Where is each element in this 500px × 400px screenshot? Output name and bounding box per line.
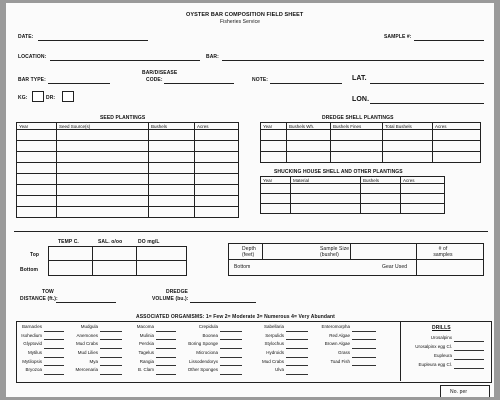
table-cell[interactable] <box>291 184 361 194</box>
organism-label: Lissodendoryx <box>188 358 218 364</box>
organisms-col-4 <box>178 323 218 375</box>
water-quality-table <box>48 246 187 276</box>
table-cell[interactable] <box>57 196 149 207</box>
organism-label: Brown Algae <box>324 341 350 347</box>
dredge-col-total: Total Bushels <box>383 123 433 130</box>
organism-label: Mercenaria <box>75 367 98 373</box>
page-number-label: No. per <box>450 389 468 395</box>
organism-label: Tagelus <box>138 350 154 356</box>
organism-label: Isohedium <box>21 332 42 338</box>
table-cell[interactable] <box>195 207 239 218</box>
do-label: DO mg/L <box>138 239 160 245</box>
drill-label: Eupleura egg Cl. <box>418 362 452 367</box>
kg-checkbox[interactable] <box>32 91 44 102</box>
organisms-col-1-blanks[interactable] <box>44 323 64 375</box>
field-sheet <box>6 3 494 397</box>
organism-label: Stylochus <box>264 341 284 347</box>
table-cell[interactable] <box>287 130 331 141</box>
seed-plantings-table <box>16 122 239 218</box>
drills-list <box>404 333 452 369</box>
seed-col-acres: Acres <box>195 123 239 130</box>
table-cell[interactable] <box>17 196 57 207</box>
organism-label: Hydroids <box>266 350 284 356</box>
lon-label: LON. <box>352 96 370 103</box>
depth-bottom-label: Bottom <box>234 264 251 270</box>
organisms-col-5 <box>250 323 284 375</box>
lon-field[interactable] <box>370 103 484 104</box>
table-cell[interactable] <box>57 174 149 185</box>
organisms-col-3-blanks[interactable] <box>156 323 176 375</box>
drill-label: Urosalpinx egg Cl. <box>415 344 452 349</box>
organism-label: Sabellaria <box>263 324 284 329</box>
table-cell[interactable] <box>57 163 149 174</box>
shuck-col-acres: Acres <box>401 177 445 184</box>
shucking-table <box>260 176 445 214</box>
table-cell[interactable] <box>195 130 239 141</box>
lat-field[interactable] <box>370 83 484 84</box>
table-cell[interactable] <box>93 247 137 261</box>
note-field[interactable] <box>270 83 342 84</box>
date-field[interactable] <box>38 40 148 41</box>
table-cell[interactable] <box>291 194 361 204</box>
shucking-title: SHUCKING HOUSE SHELL AND OTHER PLANTINGS <box>274 169 403 175</box>
organism-label: Toad Fish <box>330 358 350 364</box>
section-divider <box>14 231 488 232</box>
seed-col-year: Year <box>17 123 57 130</box>
table-cell[interactable] <box>195 152 239 163</box>
dredge-col-acres: Acres <box>433 123 481 130</box>
table-cell[interactable] <box>331 152 383 163</box>
sheet-title: OYSTER BAR COMPOSITION FIELD SHEET <box>186 12 304 18</box>
organism-label: Perckia <box>138 341 154 347</box>
top-label: Top <box>30 252 40 258</box>
table-cell[interactable] <box>149 174 195 185</box>
organism-label: Other Sponges <box>187 367 218 373</box>
dr-label: DR: <box>46 95 56 101</box>
table-cell[interactable] <box>149 152 195 163</box>
organisms-col-2 <box>68 323 98 375</box>
kg-label: KG: <box>18 95 28 101</box>
organism-label: Serpulids <box>265 332 284 338</box>
table-cell[interactable] <box>331 130 383 141</box>
bar-type-label: BAR TYPE: <box>18 77 46 83</box>
depth-divider <box>416 243 417 275</box>
seed-col-bushels: Bushels <box>149 123 195 130</box>
organism-label: Grass <box>337 350 350 356</box>
organism-label: Mytilus <box>27 350 42 356</box>
table-cell[interactable] <box>195 163 239 174</box>
organisms-col-2-blanks[interactable] <box>100 323 122 375</box>
table-cell[interactable] <box>331 141 383 152</box>
dredge-volume-field[interactable] <box>190 302 256 303</box>
table-cell[interactable] <box>433 141 481 152</box>
sample-field[interactable] <box>414 40 484 41</box>
lat-label: LAT. <box>352 75 367 82</box>
table-cell[interactable] <box>401 204 445 214</box>
gear-used-label: Gear Used <box>382 264 408 270</box>
organism-label: Red Algae <box>329 332 350 338</box>
table-cell[interactable] <box>149 163 195 174</box>
table-cell[interactable] <box>401 194 445 204</box>
table-cell[interactable] <box>195 174 239 185</box>
dredge-col-bushels-wh: Bushels Wh. <box>287 123 331 130</box>
sample-label: SAMPLE #: <box>384 34 412 40</box>
organism-label: Barnacles <box>21 324 42 329</box>
table-cell[interactable] <box>149 185 195 196</box>
table-cell[interactable] <box>137 261 187 276</box>
organism-label: Mulinia <box>139 332 154 338</box>
organisms-col-3 <box>124 323 154 375</box>
table-cell[interactable] <box>195 196 239 207</box>
tow-distance-label: DISTANCE (ft.): <box>20 296 58 302</box>
organisms-col-6 <box>312 323 350 366</box>
table-cell[interactable] <box>195 185 239 196</box>
shuck-col-year: Year <box>261 177 291 184</box>
shuck-col-material: Material <box>291 177 361 184</box>
table-cell[interactable] <box>261 152 287 163</box>
table-cell[interactable] <box>17 130 57 141</box>
organism-label: Mud Crabs <box>261 358 284 364</box>
depth-label: Depth (feet) <box>242 246 256 258</box>
table-cell[interactable] <box>57 185 149 196</box>
table-cell[interactable] <box>149 207 195 218</box>
location-label: LOCATION: <box>18 54 47 60</box>
note-label: NOTE: <box>252 77 269 83</box>
organism-label: Boring Sponge <box>188 341 218 347</box>
table-cell[interactable] <box>17 163 57 174</box>
table-cell[interactable] <box>361 204 401 214</box>
table-cell[interactable] <box>195 141 239 152</box>
bar-type-field[interactable] <box>48 83 110 84</box>
seed-plantings-title: SEED PLANTINGS <box>100 115 146 121</box>
sheet-subtitle: Fisheries Service <box>220 19 261 25</box>
table-cell[interactable] <box>383 152 433 163</box>
code-field[interactable] <box>164 83 234 84</box>
drills-title: DRILLS <box>432 325 451 331</box>
organism-label: Mytilopsis <box>22 358 42 364</box>
date-label: DATE: <box>18 34 34 40</box>
table-cell[interactable] <box>49 247 93 261</box>
table-cell[interactable] <box>287 141 331 152</box>
organism-label: Microciona <box>196 350 218 356</box>
depth-row-divider <box>228 259 483 260</box>
organisms-col-4-blanks[interactable] <box>220 323 242 375</box>
organism-label: Mya <box>89 358 98 364</box>
table-cell[interactable] <box>261 194 291 204</box>
table-cell[interactable] <box>261 141 287 152</box>
depth-divider <box>262 243 263 260</box>
dredge-col-year: Year <box>261 123 287 130</box>
organism-label: Ulva <box>274 367 284 373</box>
shuck-col-bushels: Bushels <box>361 177 401 184</box>
organism-label: Enteromorpha <box>321 324 350 329</box>
organism-label: Mudgula <box>80 324 98 329</box>
organism-label: Mud Crabs <box>75 341 98 347</box>
organisms-col-6-blanks[interactable] <box>352 323 376 366</box>
bottom-label: Bottom <box>20 267 39 273</box>
dredge-col-bushels-fines: Bushels Fines <box>331 123 383 130</box>
organisms-title: ASSOCIATED ORGANISMS: 1= Few 2= Moderate 3= Numerous 4= Very Abundant <box>136 314 335 320</box>
drill-label: Urosalpinx <box>430 335 452 340</box>
organism-label: Glyptovid <box>23 341 42 347</box>
code-label: CODE: <box>146 77 163 83</box>
organism-label: Macoma <box>136 324 154 329</box>
sal-label: SAL. o/oo <box>98 239 123 245</box>
table-cell[interactable] <box>17 185 57 196</box>
drill-label: Eupleura <box>433 353 452 358</box>
drills-divider <box>400 321 401 381</box>
table-cell[interactable] <box>287 152 331 163</box>
table-cell[interactable] <box>17 152 57 163</box>
tow-label: TOW <box>42 289 54 295</box>
table-cell[interactable] <box>361 194 401 204</box>
table-cell[interactable] <box>149 141 195 152</box>
organism-label: Bryozoa <box>25 367 42 373</box>
organism-label: B. Clam <box>137 367 154 373</box>
temp-label: TEMP C. <box>58 239 79 245</box>
organism-label: Anemones <box>76 332 98 338</box>
table-cell[interactable] <box>57 152 149 163</box>
table-cell[interactable] <box>361 184 401 194</box>
table-cell[interactable] <box>383 130 433 141</box>
table-cell[interactable] <box>261 130 287 141</box>
table-cell[interactable] <box>149 196 195 207</box>
table-cell[interactable] <box>49 261 93 276</box>
seed-col-source: Seed Source(s) <box>57 123 149 130</box>
table-cell[interactable] <box>17 174 57 185</box>
dredge-plantings-title: DREDGE SHELL PLANTINGS <box>322 115 394 121</box>
bar-field[interactable] <box>222 60 484 61</box>
tow-distance-field[interactable] <box>56 302 116 303</box>
bar-disease-label: BAR/DISEASE <box>142 70 178 76</box>
dredge-plantings-table <box>260 122 481 163</box>
organisms-col-1 <box>20 323 42 375</box>
table-cell[interactable] <box>383 141 433 152</box>
drills-blanks[interactable] <box>454 333 484 369</box>
table-cell[interactable] <box>261 204 291 214</box>
table-cell[interactable] <box>57 130 149 141</box>
table-cell[interactable] <box>57 207 149 218</box>
dr-checkbox[interactable] <box>62 91 74 102</box>
organism-label: Boonea <box>202 332 218 338</box>
table-cell[interactable] <box>433 152 481 163</box>
organisms-col-5-blanks[interactable] <box>286 323 308 375</box>
bar-label: BAR: <box>206 54 219 60</box>
table-cell[interactable] <box>291 204 361 214</box>
table-cell[interactable] <box>17 141 57 152</box>
dredge-volume-label: VOLUME (bu.): <box>152 296 189 302</box>
table-cell[interactable] <box>137 247 187 261</box>
organism-label: Mud Lilies <box>77 350 98 356</box>
sample-size-label: Sample Size (bushel) <box>320 246 350 258</box>
organism-label: Crepidula <box>198 324 218 329</box>
table-cell[interactable] <box>57 141 149 152</box>
table-cell[interactable] <box>149 130 195 141</box>
table-cell[interactable] <box>261 184 291 194</box>
location-field[interactable] <box>50 60 200 61</box>
table-cell[interactable] <box>93 261 137 276</box>
table-cell[interactable] <box>433 130 481 141</box>
dredge-label: DREDGE <box>166 289 188 295</box>
organism-label: Rangia <box>139 358 154 364</box>
num-samples-label: # of samples <box>433 246 453 258</box>
table-cell[interactable] <box>401 184 445 194</box>
table-cell[interactable] <box>17 207 57 218</box>
